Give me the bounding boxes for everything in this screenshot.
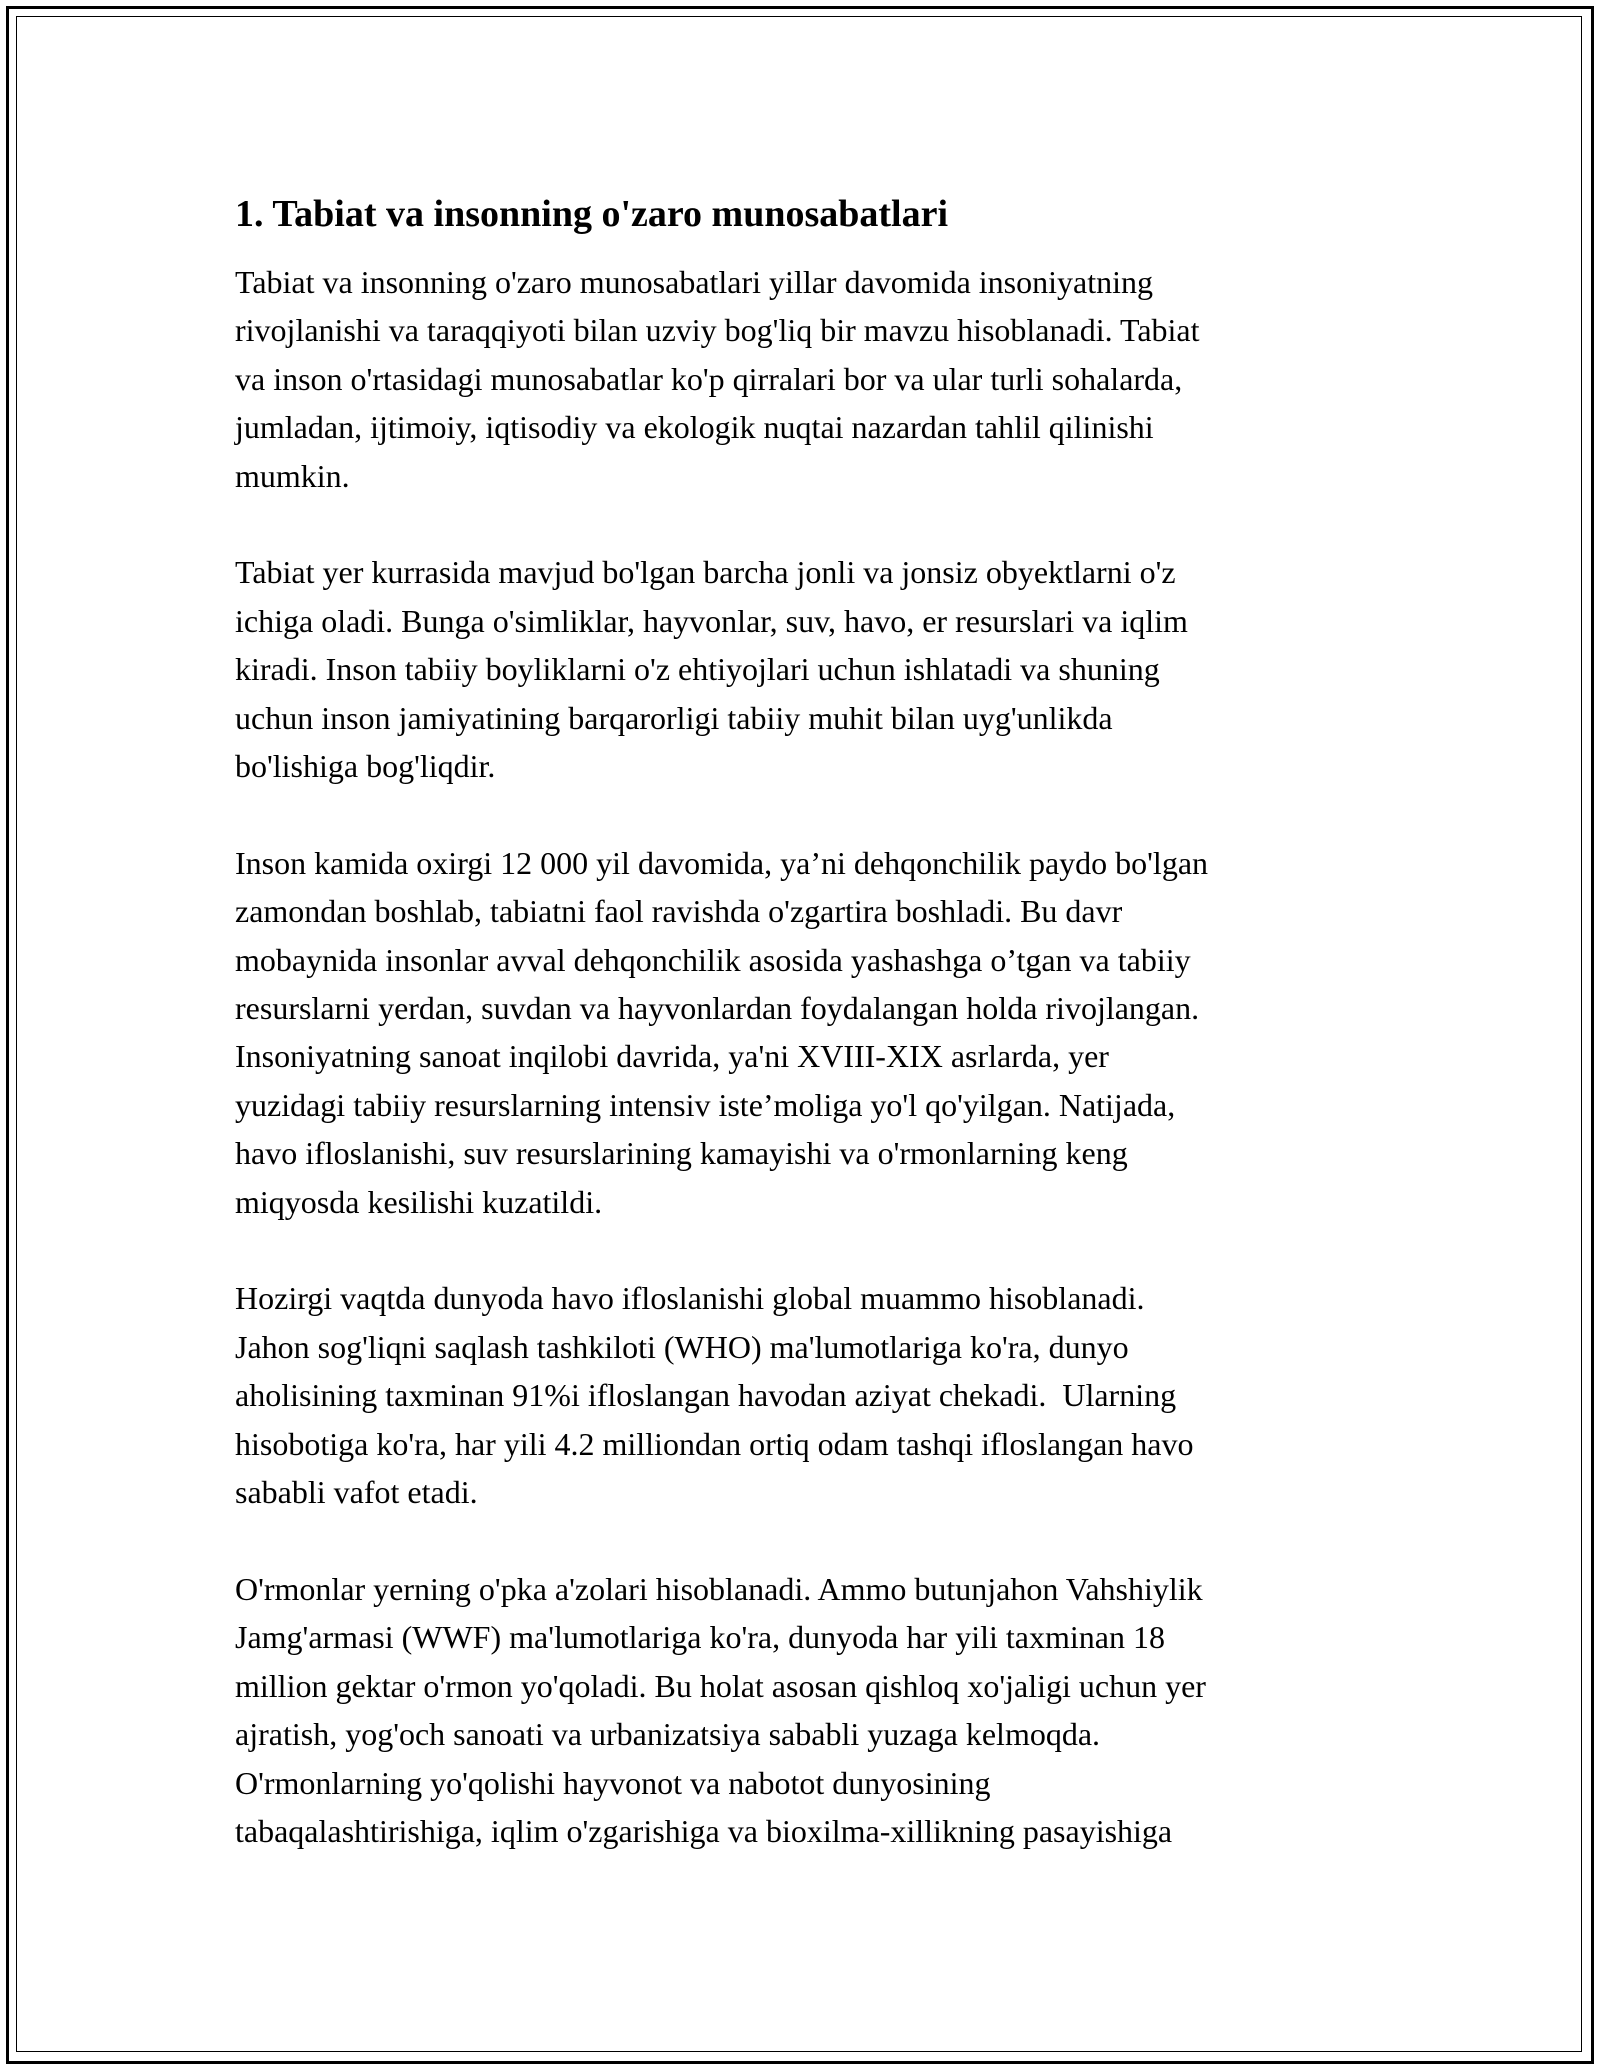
paragraph-line: havo ifloslanishi, suv resurslarining kamayishi va o'rmonlarning keng (235, 1135, 1128, 1172)
paragraph-line: zamondan boshlab, tabiatni faol ravishda o'zgartira boshladi. Bu davr (235, 893, 1123, 930)
paragraph-line: sababli vafot etadi. (235, 1474, 478, 1511)
paragraph-line: mumkin. (235, 457, 350, 494)
paragraph-4 (235, 1274, 1370, 1516)
paragraph-line: Inson kamida oxirgi 12 000 yil davomida, ya’ni dehqonchilik paydo bo'lgan (235, 844, 1209, 881)
paragraph-2 (235, 548, 1370, 790)
paragraph-line: bo'lishiga bog'liqdir. (235, 748, 496, 785)
paragraph-line: O'rmonlarning yo'qolishi hayvonot va nabotot dunyosining (235, 1764, 991, 1801)
paragraph-3 (235, 839, 1370, 1226)
paragraph-line: ajratish, yog'och sanoati va urbanizatsiya sababli yuzaga kelmoqda. (235, 1716, 1101, 1753)
paragraph-line: hisobotiga ko'ra, har yili 4.2 milliondan ortiq odam tashqi ifloslangan havo (235, 1425, 1194, 1462)
paragraph-line: aholisining taxminan 91%i ifloslangan havodan aziyat chekadi. Ularning (235, 1377, 1177, 1414)
paragraph-line: rivojlanishi va taraqqiyoti bilan uzviy bog'liq bir mavzu hisoblanadi. Tabiat (235, 312, 1200, 349)
paragraph-line: resurslarni yerdan, suvdan va hayvonlardan foydalangan holda rivojlangan. (235, 990, 1200, 1027)
paragraph-line: ichiga oladi. Bunga o'simliklar, hayvonlar, suv, havo, er resurslari va iqlim (235, 602, 1188, 639)
paragraph-line: yuzidagi tabiiy resurslarning intensiv iste’moliga yo'l qo'yilgan. Natijada, (235, 1086, 1176, 1123)
paragraph-line: Jamg'armasi (WWF) ma'lumotlariga ko'ra, dunyoda har yili taxminan 18 (235, 1619, 1165, 1656)
paragraph-line: million gektar o'rmon yo'qoladi. Bu holat asosan qishloq xo'jaligi uchun yer (235, 1667, 1206, 1704)
paragraph-line: Hozirgi vaqtda dunyoda havo ifloslanishi global muammo hisoblanadi. (235, 1280, 1145, 1317)
paragraph-line: mobaynida insonlar avval dehqonchilik asosida yashashga o’tgan va tabiiy (235, 941, 1191, 978)
paragraph-line: Jahon sog'liqni saqlash tashkiloti (WHO) ma'lumotlariga ko'ra, dunyo (235, 1328, 1129, 1365)
section-heading: 1. Tabiat va insonning o'zaro munosabatlari (235, 193, 949, 235)
paragraph-line: va inson o'rtasidagi munosabatlar ko'p qirralari bor va ular turli sohalarda, (235, 360, 1183, 397)
paragraph-line: miqyosda kesilishi kuzatildi. (235, 1183, 603, 1220)
paragraph-line: Insoniyatning sanoat inqilobi davrida, ya'ni XVIII-XIX asrlarda, yer (235, 1038, 1109, 1075)
paragraph-line: Tabiat va insonning o'zaro munosabatlari yillar davomida insoniyatning (235, 264, 1153, 300)
paragraph-line: kiradi. Inson tabiiy boyliklarni o'z ehtiyojlari uchun ishlatadi va shuning (235, 651, 1160, 688)
document-body (235, 186, 1370, 1904)
paragraph-line: O'rmonlar yerning o'pka a'zolari hisoblanadi. Ammo butunjahon Vahshiylik (235, 1570, 1203, 1607)
paragraph-line: jumladan, ijtimoiy, iqtisodiy va ekologik nuqtai nazardan tahlil qilinishi (235, 409, 1154, 446)
paragraph-1 (235, 258, 1370, 500)
paragraph-line: Tabiat yer kurrasida mavjud bo'lgan barcha jonli va jonsiz obyektlarni o'z (235, 554, 1176, 591)
paragraph-line: tabaqalashtirishiga, iqlim o'zgarishiga va bioxilma-xillikning pasayishiga (235, 1812, 1173, 1849)
paragraph-line: uchun inson jamiyatining barqarorligi tabiiy muhit bilan uyg'unlikda (235, 699, 1113, 736)
paragraph-5 (235, 1565, 1370, 1855)
